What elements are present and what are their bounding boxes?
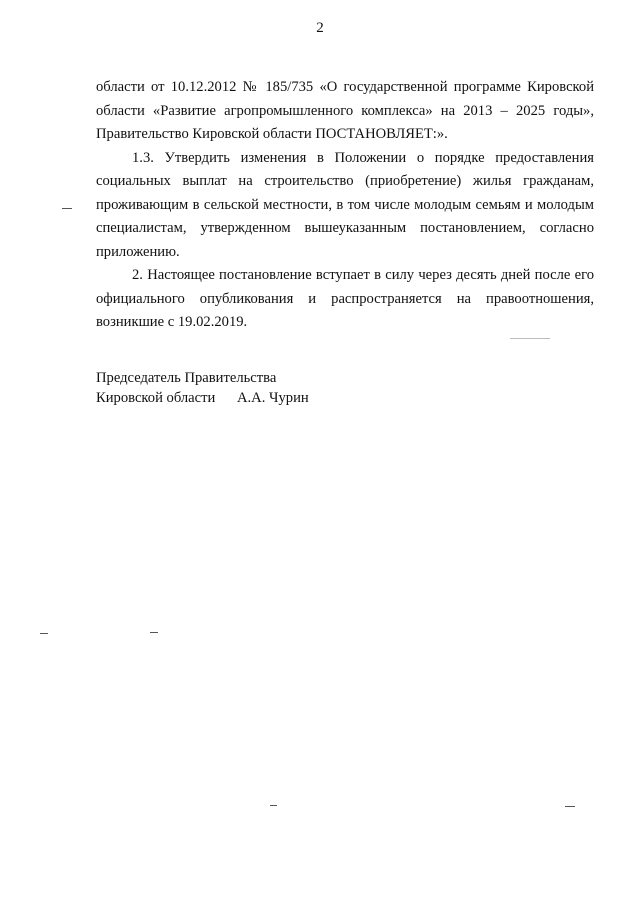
scan-speck: [510, 338, 550, 339]
scan-speck: [565, 806, 575, 807]
page-number: 2: [316, 20, 324, 36]
signatory-position-line1: Председатель Правительства: [96, 370, 277, 386]
scan-speck: [150, 632, 158, 633]
signatory-line2: [96, 388, 309, 408]
document-body: [96, 76, 594, 335]
signature-block: [96, 368, 309, 408]
signatory-name: А.А. Чурин: [236, 390, 309, 406]
signatory-position-line2: Кировской области: [96, 390, 216, 406]
paragraph-continuation: области от 10.12.2012 № 185/735 «О государственной программе Кировской области «Развитие агропромышленного комплекса» на 2013 – 2025 годы», Правительство Кировской области ПОСТАНОВЛЯЕТ:».: [96, 79, 594, 142]
paragraph-item-2: 2. Настоящее постановление вступает в силу через десять дней после его официального опубликования и распространяется на правоотношения, возникшие с 19.02.2019.: [96, 267, 594, 330]
scan-speck: [270, 805, 277, 806]
paragraph-item-1-3: 1.3. Утвердить изменения в Положении о порядке предоставления социальных выплат на строительство (приобретение) жилья гражданам, проживающим в сельской местности, в том числе молодым семьям и молодым специалистам, утвержденном вышеуказанным постановлением, согласно приложению.: [96, 149, 594, 260]
scan-speck: [62, 208, 72, 209]
scan-speck: [40, 633, 48, 634]
